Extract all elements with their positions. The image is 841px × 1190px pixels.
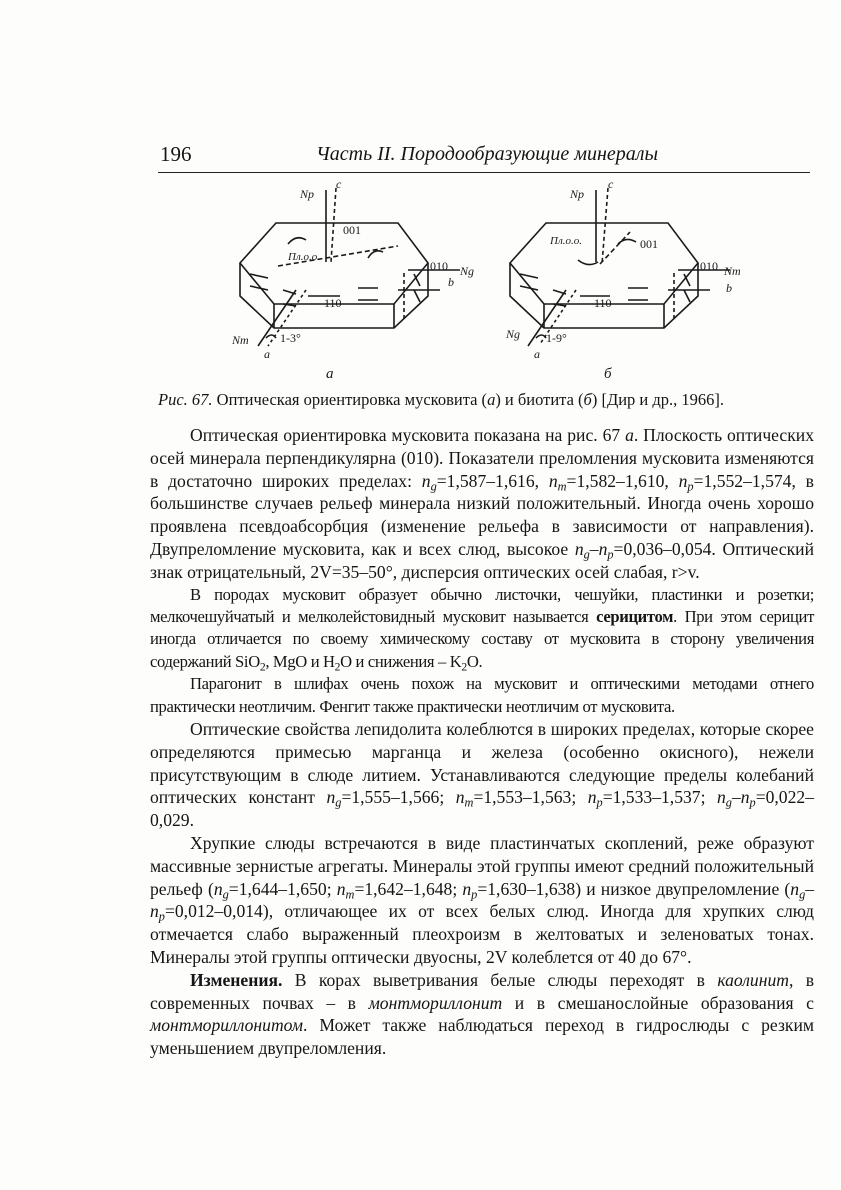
paragraph-brittle-micas: Хрупкие слюды встречаются в виде пластинчатых скоплений, реже образуют массивные зернистые агрегаты. Минералы этой группы имеют средний положительный рельеф ($n_g=1,644-1,650$; $n_m=1,642-1,648$; $n_p=1,630-1,638$) и низкое двупреломление $(n_g-n_p=0,012-0,014)$, отличающее их от всех белых слюд. Иногда для хрупких слюд отмечается слабо выраженный плеохроизм в желтоватых и зеленоватых тонах. Минералы этой группы оптически двуосны, 2V колеблется от 40 до 67°.: [150, 833, 815, 967]
right-plane-label: Пл.о.о.: [550, 235, 582, 247]
left-c-label: c: [336, 178, 342, 191]
page-header: [158, 140, 810, 173]
left-face-001: 001: [343, 223, 361, 237]
page-number: 196: [160, 142, 192, 166]
left-face-110: 110: [324, 296, 342, 310]
figure-caption: Рис. 67. Оптическая ориентировка мусковита (а) и биотита (б) [Дир и др., 1966].: [158, 390, 725, 409]
body-text: [150, 424, 814, 1060]
right-nm-label: Nm: [724, 264, 741, 278]
left-np-label: Np: [300, 187, 315, 201]
figure-67: [228, 178, 768, 388]
right-face-110: 110: [594, 296, 612, 310]
right-face-010: 010: [700, 259, 718, 273]
right-face-001: 001: [640, 237, 658, 251]
right-sublabel: б: [604, 366, 612, 382]
paragraph-muscovite-optics: Оптическая ориентировка мусковита показана на рис. 67 а. Плоскость оптических осей минерала перпендикулярна (010). Показатели преломления мусковита изменяются в достаточно широких пределах: $n_g=1,587-1,616$, $n_m=1,582-1,610$, $n_p=1,552-1,574$, в большинстве случаев рельеф минерала низкий положительный. Иногда очень хорошо проявлена псевдоабсорбция (изменение рельефа в зависимости от направления). Двупреломление мусковита, как и всех слюд, высокое $n_g-n_p=0,036-0,054$. Оптический знак отрицательный, 2V=35–50°, дисперсия оптических осей слабая, r>v.: [150, 425, 814, 582]
left-sublabel: а: [326, 366, 334, 382]
left-ng-label: Ng: [460, 264, 475, 278]
paragraph-lepidolite: Оптические свойства лепидолита колеблются в широких пределах, которые скорее определяются примесью марганца и железа (особенно окисного), нежели присутствующим в слюде литием. Устанавливаются следующие пределы колебаний оптических констант $n_g=1,555-1,566$; $n_m=1,553-1,563$; $n_p=1,533-1,537$; $n_g-n_p=0,022-0,029$.: [150, 719, 814, 831]
left-face-010: 010: [430, 259, 448, 273]
right-b-label: b: [726, 281, 732, 295]
left-nm-label: Nm: [232, 333, 249, 347]
paragraph-sericite: В породах мусковит образует обычно листочки, чешуйки, пластинки и розетки; мелкочешуйчатый и мелколейстовидный мусковит называется серицитом. При этом серицит иногда отличается по своему химическому составу от мусковита в сторону увеличения содержаний SiO$_2$, MgO и $H_2O$ и снижения – $K_2O$.: [150, 584, 814, 674]
right-a-label: a: [534, 347, 540, 361]
left-angle-label: 1-3°: [280, 331, 301, 345]
figure-drawing: [228, 178, 768, 388]
right-c-label: c: [608, 178, 614, 191]
biotite-crystal: [510, 188, 730, 346]
right-np-label: Np: [570, 187, 585, 201]
left-a-label: a: [264, 347, 270, 361]
running-title: Часть II. Породообразующие минералы: [316, 143, 659, 165]
left-plane-label: Пл.о.о.: [288, 251, 320, 263]
right-angle-label: 1-9°: [546, 331, 567, 345]
left-b-label: b: [448, 275, 454, 289]
right-ng-label: Ng: [506, 327, 521, 341]
muscovite-crystal: [240, 188, 460, 346]
paragraph-paragonite: Парагонит в шлифах очень похож на мусковит и оптическими методами отнего практически неотличим. Фенгит также практически неотличим от мусковита.: [150, 674, 814, 716]
paragraph-alterations: Изменения. В корах выветривания белые слюды переходят в каолинит, в современных почвах – в монтмориллонит и в смешанослойные образования с монтмориллонитом. Может также наблюдаться переход в гидрослюды с резким уменьшением двупреломления.: [150, 969, 814, 1059]
